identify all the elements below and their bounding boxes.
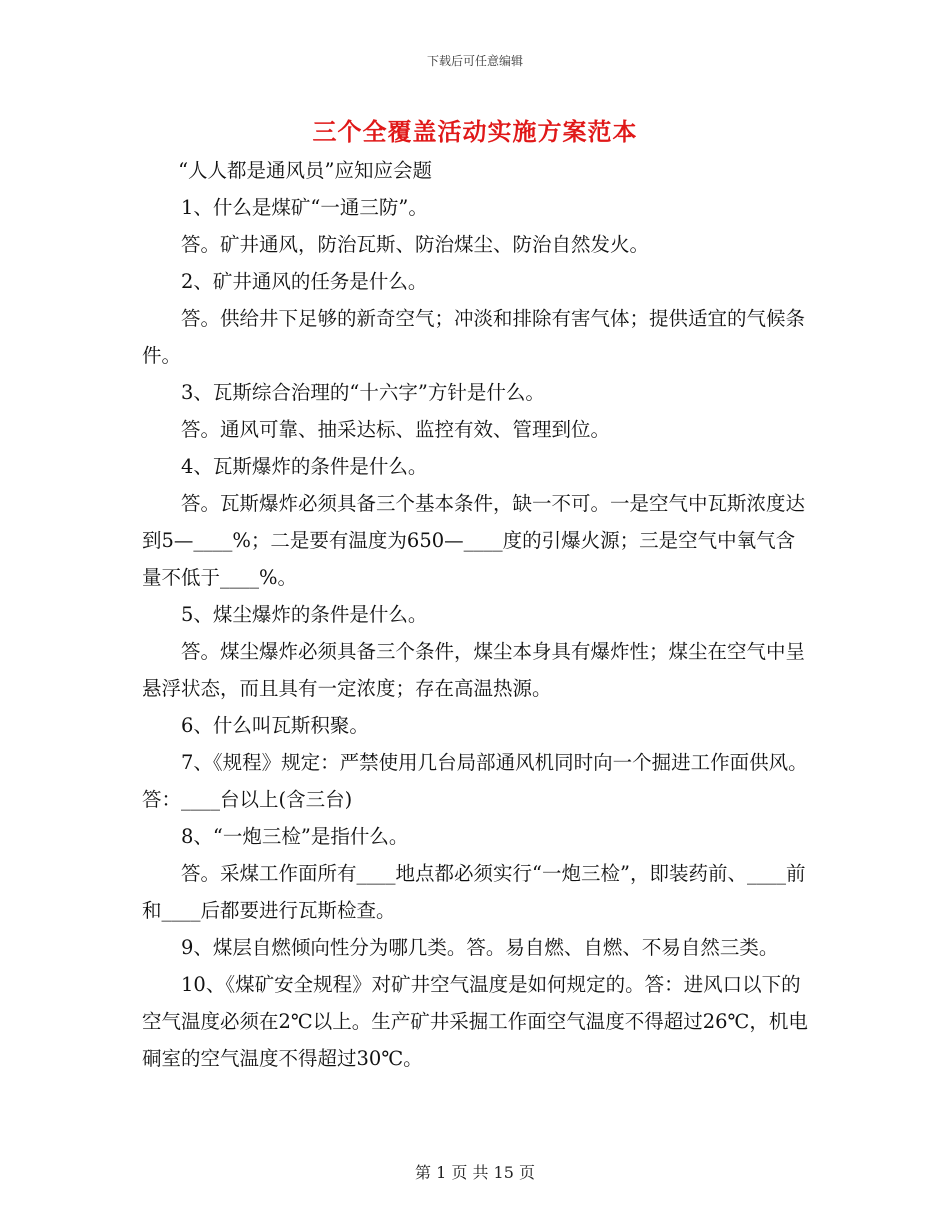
question-8: 8、“一炮三检”是指什么。 xyxy=(181,825,409,848)
document-body xyxy=(142,152,810,1077)
question-5: 5、煤尘爆炸的条件是什么。 xyxy=(181,603,428,626)
question-2: 2、矿井通风的任务是什么。 xyxy=(181,270,428,293)
question-7: 7、《规程》规定：严禁使用几台局部通风机同时向一个掘进工作面供风。答：____台以上(含三台) xyxy=(142,751,808,811)
paragraph-subtitle: “人人都是通风员”应知应会题 xyxy=(178,159,433,182)
answer-1: 答。矿井通风，防治瓦斯、防治煤尘、防治自然发火。 xyxy=(181,233,650,256)
question-1: 1、什么是煤矿“一通三防”。 xyxy=(181,196,428,219)
question-6: 6、什么叫瓦斯积聚。 xyxy=(181,714,369,737)
answer-5: 答。煤尘爆炸必须具备三个条件，煤尘本身具有爆炸性；煤尘在空气中呈悬浮状态，而且具有一定浓度；存在高温热源。 xyxy=(142,640,806,700)
answer-4: 答。瓦斯爆炸必须具备三个基本条件，缺一不可。一是空气中瓦斯浓度达到5—____%；二是要有温度为650—____度的引爆火源；三是空气中氧气含量不低于____%。 xyxy=(142,492,806,589)
document-title: 三个全覆盖活动实施方案范本 xyxy=(312,117,638,146)
answer-8: 答。采煤工作面所有____地点都必须实行“一炮三检”，即装药前、____前和____后都要进行瓦斯检查。 xyxy=(142,862,806,922)
question-3: 3、瓦斯综合治理的“十六字”方针是什么。 xyxy=(181,381,545,404)
answer-2: 答。供给井下足够的新奇空气；冲淡和排除有害气体；提供适宜的气候条件。 xyxy=(142,307,806,367)
header-note: 下载后可任意编辑 xyxy=(426,54,523,68)
question-9: 9、煤层自燃倾向性分为哪几类。答。易自燃、自燃、不易自然三类。 xyxy=(181,936,779,959)
page-number-footer: 第 1 页 共 15 页 xyxy=(415,1163,535,1182)
answer-3: 答。通风可靠、抽采达标、监控有效、管理到位。 xyxy=(181,418,611,441)
question-4: 4、瓦斯爆炸的条件是什么。 xyxy=(181,455,428,478)
question-10: 10、《煤矿安全规程》对矿井空气温度是如何规定的。答：进风口以下的空气温度必须在2℃以上。生产矿井采掘工作面空气温度不得超过26℃，机电硐室的空气温度不得超过30℃。 xyxy=(142,973,808,1070)
